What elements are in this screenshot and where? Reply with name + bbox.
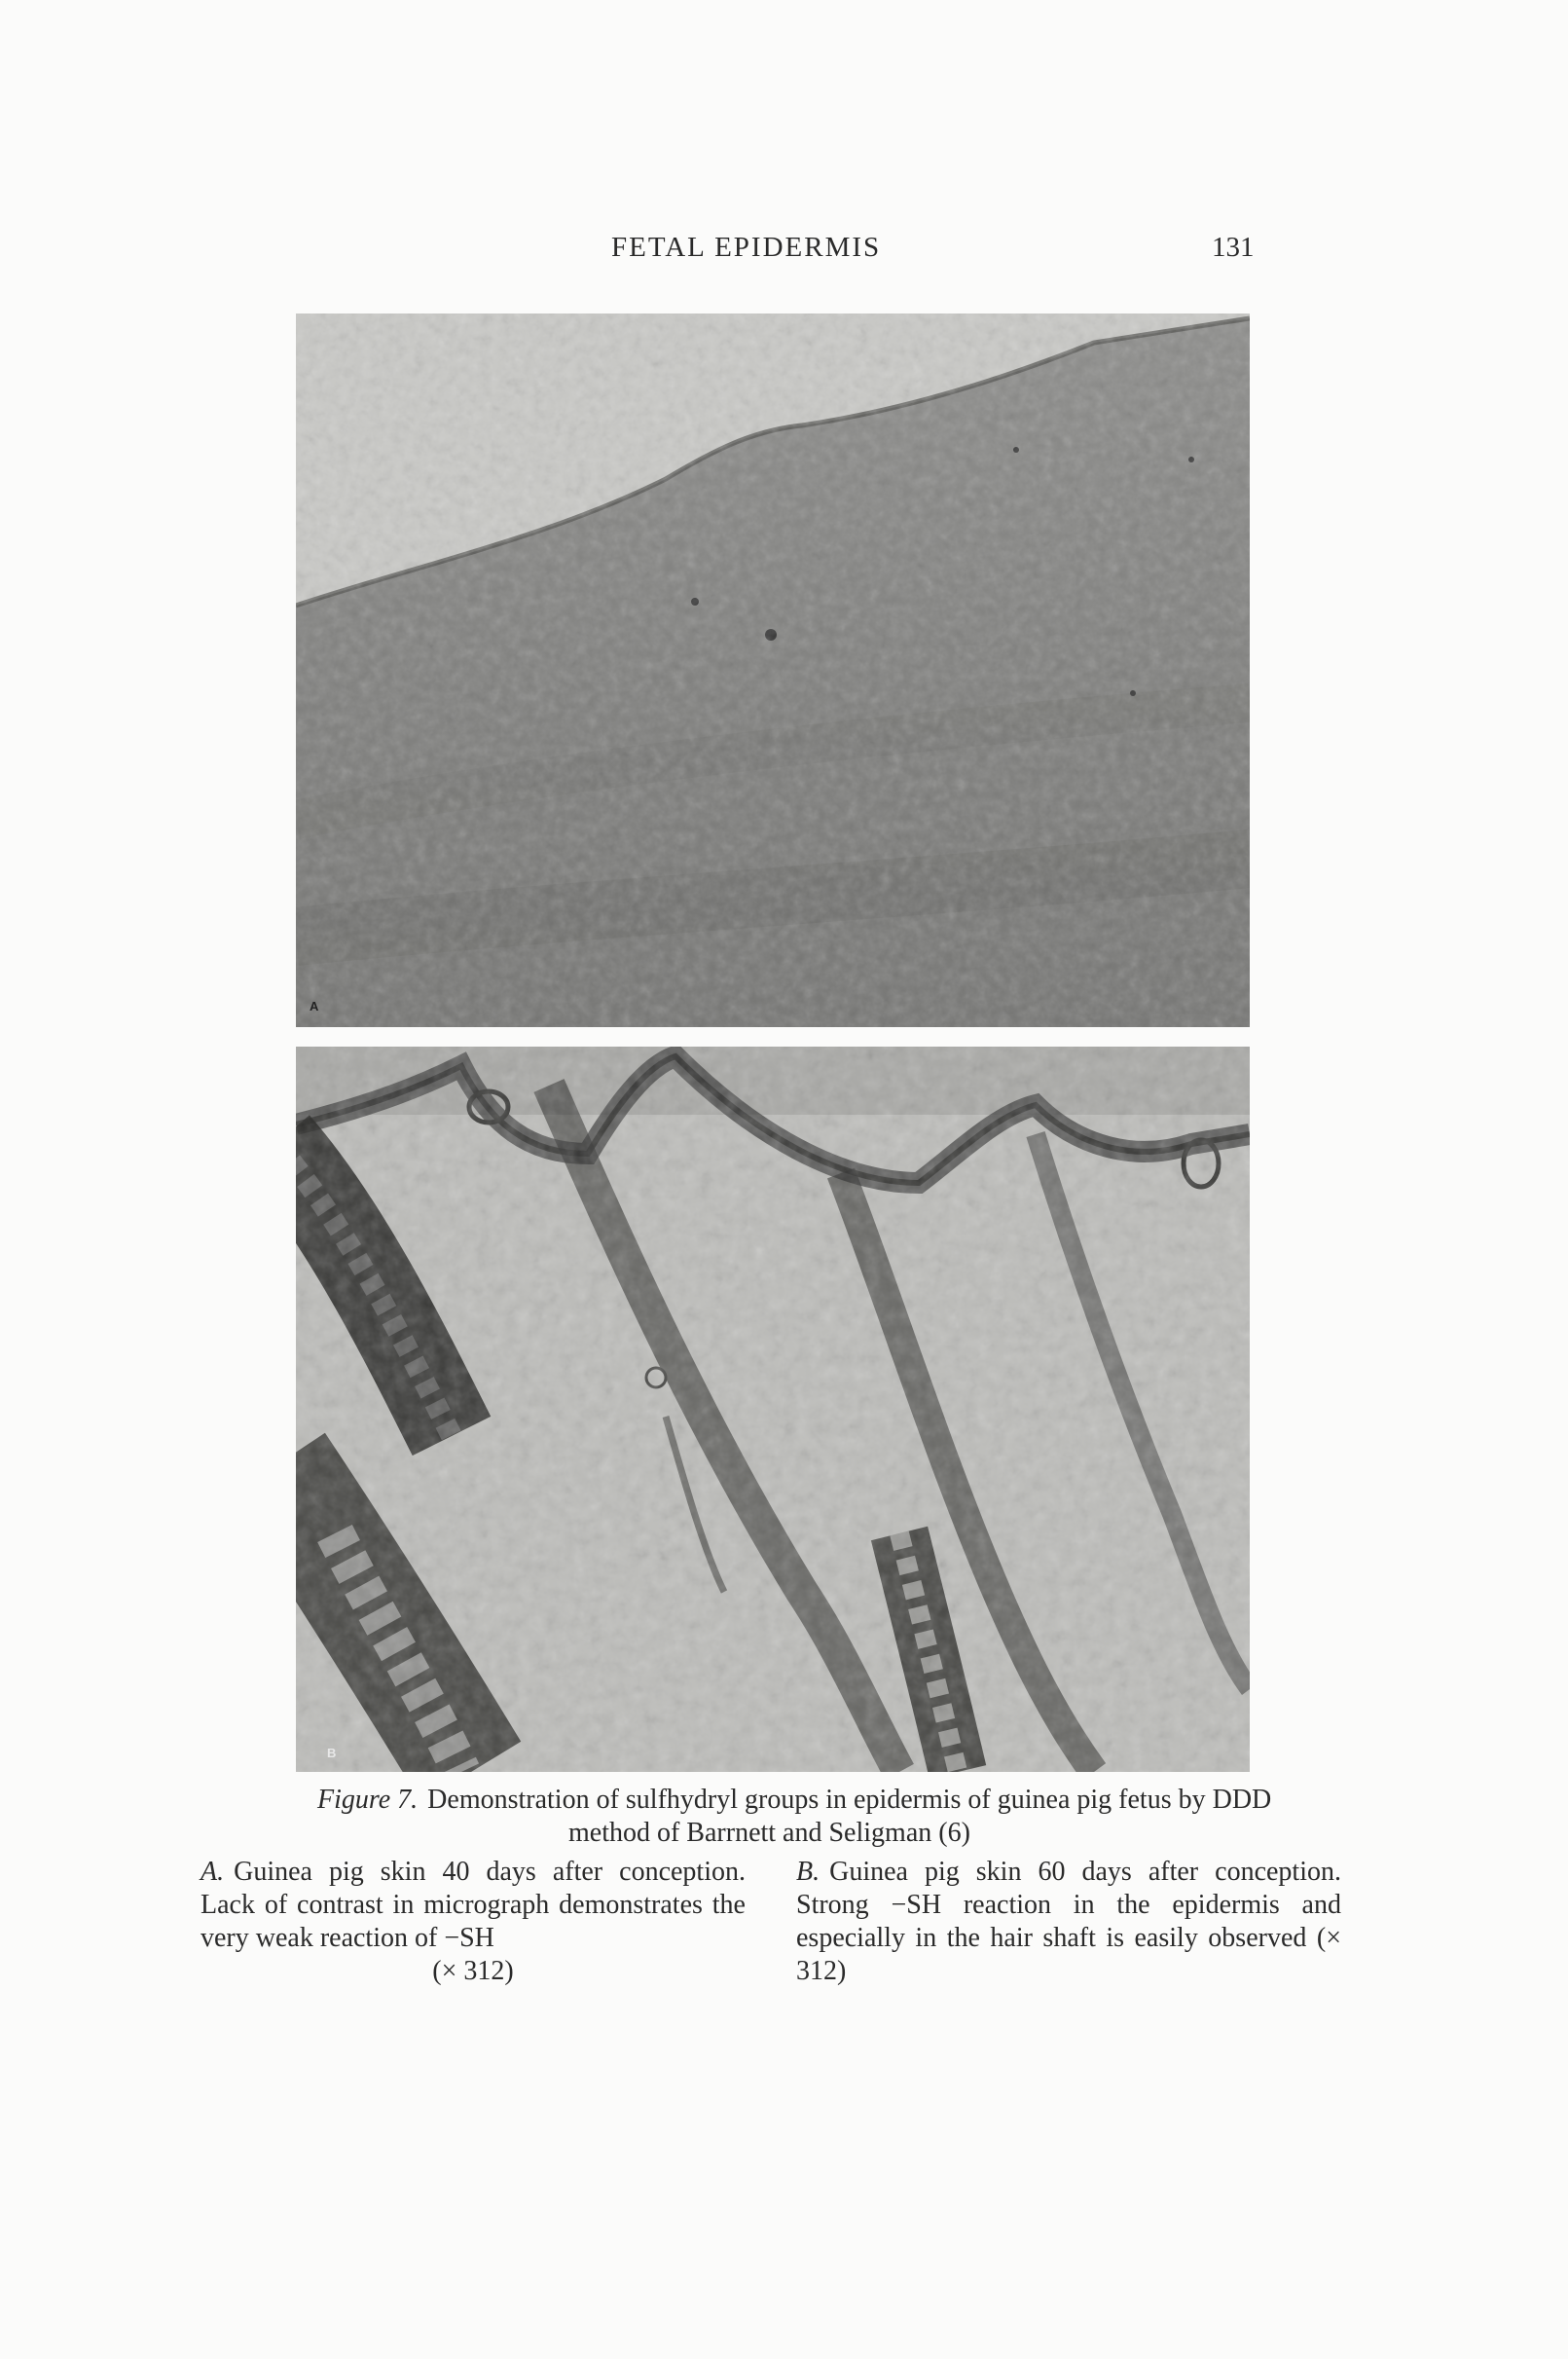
panel-letter-a: A (310, 999, 319, 1014)
panel-letter-b: B (327, 1746, 337, 1760)
running-title: FETAL EPIDERMIS (611, 232, 882, 263)
sub-caption-b-text: Guinea pig skin 60 days after conception. Strong −SH reaction in the epidermis and especially in the hair shaft is easily observed (× 312) (796, 1857, 1341, 1986)
figure-caption-line-1: Demonstration of sulfhydryl groups in epidermis of guinea pig fetus by DDD (427, 1785, 1272, 1815)
figure-label: Figure 7. (317, 1785, 419, 1815)
micrograph-panel-b (296, 1047, 1250, 1772)
running-head (0, 232, 1568, 271)
sub-caption-a-text: Guinea pig skin 40 days after conception. Lack of contrast in micrograph demonstrates the very weak reaction of −SH (201, 1857, 746, 1953)
page-number: 131 (1212, 232, 1255, 263)
sub-caption-a-magnification: (× 312) (432, 1956, 514, 1986)
micrograph-a-image (296, 313, 1250, 1027)
micrograph-panel-a (296, 313, 1250, 1027)
sub-caption-a (201, 1856, 746, 1988)
figure-caption (317, 1784, 1339, 1850)
micrograph-b-image (296, 1047, 1250, 1772)
sub-caption-b (796, 1856, 1341, 1988)
sub-caption-b-letter: B. (796, 1857, 820, 1887)
figure-caption-line-2: method of Barrnett and Seligman (6) (568, 1818, 970, 1848)
sub-caption-a-letter: A. (201, 1857, 225, 1887)
